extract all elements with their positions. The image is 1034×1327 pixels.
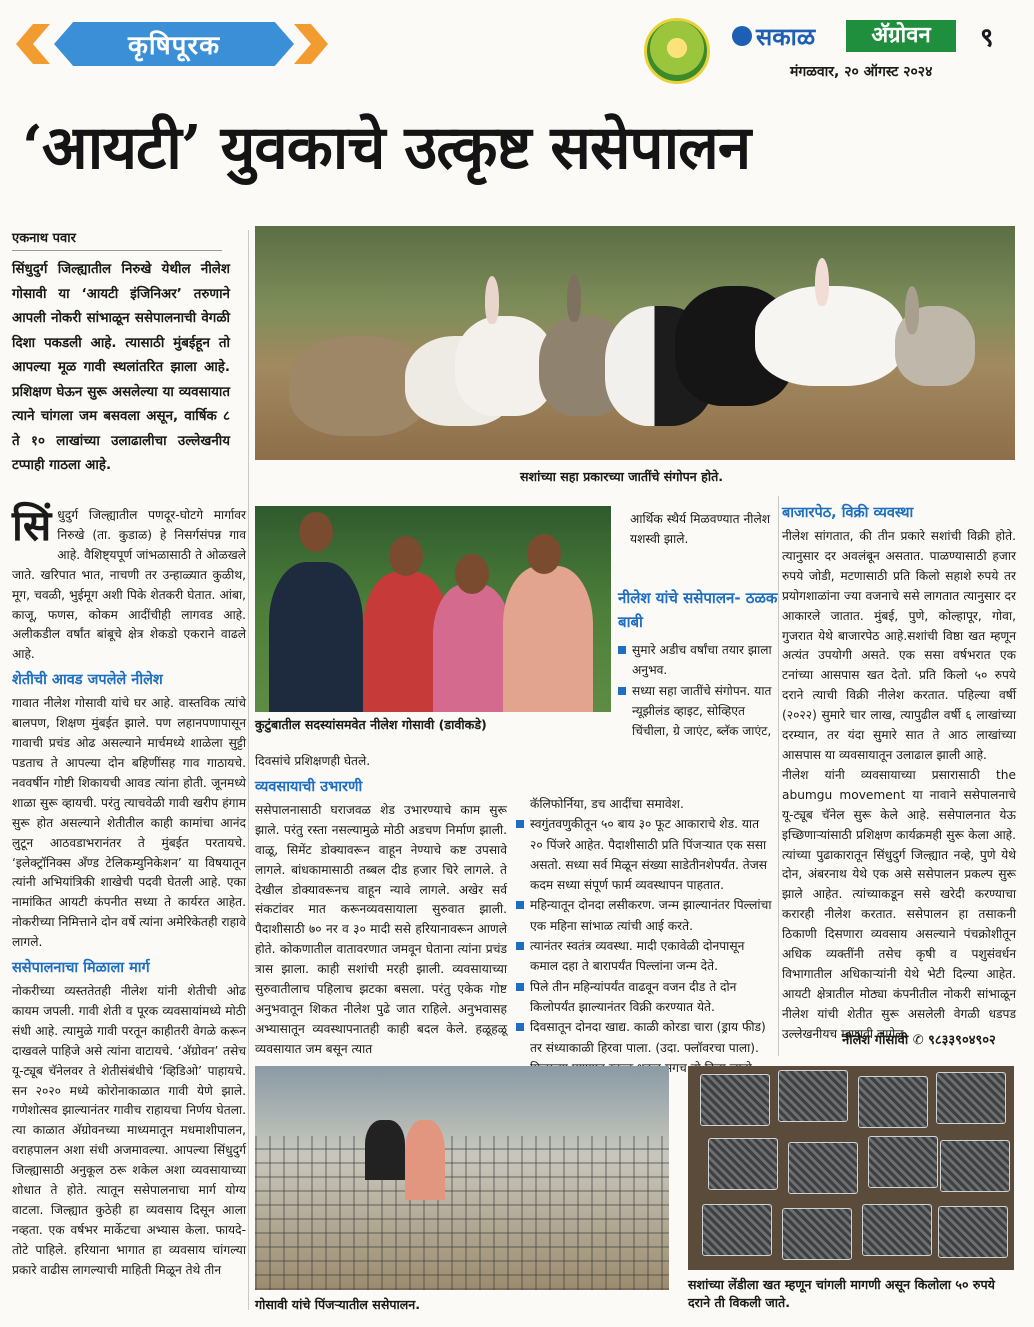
person-head — [389, 536, 423, 576]
person-grandmother — [433, 584, 511, 712]
article-column-2 — [255, 752, 507, 1060]
subheading-farming-interest: शेतीची आवड जपलेले नीलेश — [12, 672, 163, 689]
chevron-right-icon — [294, 24, 328, 64]
intro-paragraph: सिंधुदुर्ग जिल्ह्यातील निरुखे येथील नीलेश गोसावी या ‘आयटी इंजिनिअर’ तरुणाने आपली नोकरी सांभाळून ससेपालनाची वेगळी दिशा पकडली आहे. त्यासाठी मुंबईहून तो आपल्या मूळ गावी स्थलांतरित झाला आहे. प्रशिक्षण घेऊन सुरू असलेल्या या व्यवसायात त्याने चांगला जम बसवला असून, वार्षिक ८ ते १० लाखांच्या उलाढालीचा उल्लेखनीय टप्पाही गाठला आहे. — [12, 262, 230, 473]
family-caption: कुटुंबातील सदस्यांसमवेत नीलेश गोसावी (डावीकडे) — [255, 717, 487, 732]
highlight-continued: कॅलिफोर्निया, डच आदींचा समावेश. — [530, 797, 684, 811]
manure-bag — [936, 1072, 1006, 1124]
rabbit-ear — [815, 258, 829, 306]
sakal-brand — [732, 20, 815, 52]
issue-date: मंगळवार, २० ऑगस्ट २०२४ — [790, 64, 933, 80]
highlight-bullet-2: सध्या सहा जातींचे संगोपन. यात न्यूझीलंड व्हाइट, सोव्हिएत चिंचीला, ग्रे जाएंट, ब्लॅक जाएंट, — [618, 681, 778, 742]
section-banner — [14, 14, 334, 74]
rabbits-photo — [255, 226, 1015, 460]
person-head — [527, 534, 561, 574]
cages-photo — [255, 1066, 669, 1290]
column-divider — [248, 230, 249, 1310]
highlights-title: नीलेश यांचे ससेपालन- ठळक बाबी — [618, 589, 778, 631]
person-worker-1 — [365, 1120, 405, 1180]
highlight-bullet-6: पिले तीन महिन्यांपर्यंत वाढवून वजन दीड ते दोन किलोपर्यंत झाल्यानंतर विक्री करण्यात येते. — [516, 977, 772, 1018]
highlight-bullet-4: महिन्यातून दोनदा लसीकरण. जन्म झाल्यानंतर पिल्लांचा एक महिना सांभाळ त्यांची आई करते. — [516, 895, 772, 936]
highlight-bullet-3: स्वगुंतवणुकीतून ५० बाय ३० फूट आकाराचे शेड. यात २० पिंजरे आहेत. पैदाशीसाठी प्रति पिंजऱ्यात एक ससा असतो. सध्या सर्व मिळून संख्या साडेतीनशेपर्यंत. तेजस कदम सध्या संपूर्ण फार्म व्यवस्थापन पाहतात. — [516, 814, 772, 895]
person-head — [455, 554, 489, 594]
column-1-paragraph-1 — [12, 501, 246, 665]
column-2-paragraph-1: दिवसांचे प्रशिक्षणही घेतले. — [255, 754, 371, 768]
cage-grid — [255, 1136, 669, 1290]
agrowon-brand: अ‍ॅग्रोवन — [846, 20, 956, 52]
subheading-market: बाजारपेठ, विक्री व्यवस्था — [782, 505, 914, 521]
manure-bag — [938, 1206, 1008, 1258]
person-brother — [503, 566, 593, 712]
column-1-text-1: धुदुर्ग जिल्ह्यातील पणदूर-घोटगे मार्गावर निरुखे (ता. कुडाळ) हे निसर्गसंपन्न गाव आहे. वैशिष्ट्यपूर्ण जांभळासाठी ते ओळखले जाते. खरिपात भात, नाचणी तर उन्हाळ्यात कुळीथ, मूग, चवळी, भुईमूग अशी पिके शेतकरी घेतात. आंबा, काजू, फणस, कोकम आदींचीही लागवड आहे. अलीकडील वर्षांत बांबूचे क्षेत्र शेकडो एकराने वाढले आहे. — [12, 508, 246, 662]
rabbit-white-3 — [755, 286, 905, 386]
rabbit-ear — [905, 286, 919, 334]
column-2-paragraph-2: ससेपालनासाठी घराजवळ शेड उभारण्याचे काम सुरू झाले. परंतु रस्ता नसल्यामुळे मोठी अडचण निर्माण झाली. वाळू, सिमेंट डोक्यावरून वाहून नेण्याचे कष्ट उपसावे लागले. बांधकामासाठी तब्बल दीड हजार चिरे लागले. ते देखील डोक्यावरूनच वाहून न्यावे लागले. अखेर सर्व संकटांवर मात करूनव्यवसायाला सुरुवात झाली. पैदाशीसाठी ७० नर व ३० मादी ससे हरियानावरून आणले होते. कोकणातील वातावरणात जमवून घेताना त्यांना प्रचंड त्रास झाला. काही सशांची मरही झाली. व्यवसायाच्या सुरुवातीलाच पहिलाच झटका बसला. परंतु एकेक गोष्ट अनुभवातून शिकत नीलेश पुढे जात राहिले. अनुभवासह अभ्यासातून व्यवस्थापनातही काही बदल केले. हळूहळू व्यवसायात जम बसून त्यात — [255, 802, 507, 1056]
person-nilesh — [269, 562, 363, 712]
contact-line: नीलेश गोसावी ✆ ९८३३९०४९०२ — [842, 1033, 996, 1048]
manure-bag — [782, 1208, 852, 1260]
sakal-drop-icon — [732, 26, 752, 46]
sakal-brand-text: सकाळ — [756, 22, 816, 51]
column-1-paragraph-2: गावात नीलेश गोसावी यांचे घर आहे. वास्तविक त्यांचे बालपण, शिक्षण मुंबईत झाले. पण लहानपणापासून गावाची प्रचंड ओढ असल्याने मार्चमध्ये शाळेला सुट्टी पडताच ते आपल्या दोन बहिणींसह गाव गाठायचे. नववर्षीन गोष्टी शिकायची आवड त्यांना होती. जूनमध्ये शाळा सुरू व्हायची. परंतु त्याचवेळी गावी खरीप हंगाम सुरू होत असल्याने शेतीतील काही कामांचा आनंद लुटून आठवडाभरानंतर ते मुंबईत परतायचे. ‘इलेक्ट्रॉनिक्स अँण्ड टेलिकम्युनिकेशन’ या विषयातून त्यांनी अभियांत्रिकी शाखेची पदवी घेतली आहे. एका नामांकित आयटी कंपनीत सध्या ते कार्यरत आहेत. नोकरीच्या निमित्ताने दोन वर्षे त्यांना अमेरिकेतही राहावे लागले. — [12, 696, 246, 950]
highlight-bullet-5: त्यानंतर स्वतंत्र व्यवस्था. मादी एकावेळी दोनपासून कमाल दहा ते बारापर्यंत पिल्लांना जन्म देते. — [516, 936, 772, 977]
manure-bag — [788, 1142, 858, 1194]
highlight-bullet-1: सुमारे अडीच वर्षांचा तयार झाला अनुभव. — [618, 640, 778, 681]
agrowon-logo-icon — [644, 18, 710, 84]
rabbit-ear — [567, 274, 581, 322]
subheading-setup: व्यवसायाची उभारणी — [255, 778, 363, 795]
masthead — [0, 0, 1034, 100]
article-column-1 — [12, 501, 246, 1281]
page-number: ९ — [980, 23, 994, 53]
highlights-list — [516, 794, 772, 1078]
section-label: कृषिपूरक — [127, 31, 221, 61]
manure-bag — [708, 1138, 778, 1190]
person-worker-2 — [405, 1120, 445, 1200]
manure-bag — [702, 1204, 772, 1256]
highlight-bullet-7: दिवसातून दोनदा खाद्य. काळी कोरडा चारा (ड्राय फीड) तर संध्याकाळी हिरवा पाला. (उदा. फ्लॉवरचा पाला). मगच — [516, 1017, 772, 1078]
column-divider — [778, 496, 779, 1056]
highlights-box — [618, 586, 778, 741]
manure-caption: सशांच्या लेंडीला खत म्हणून चांगली मागणी असून किलोला ५० रुपये दराने ती विकली जाते. — [688, 1277, 995, 1310]
cages-caption: गोसावी यांचे पिंजऱ्यातील ससेपालन. — [255, 1297, 421, 1312]
manure-bags-photo — [688, 1066, 1014, 1270]
manure-bag — [778, 1070, 848, 1122]
manure-bag — [700, 1074, 770, 1126]
manure-bag — [940, 1140, 1010, 1192]
column-1-paragraph-3: नोकरीच्या व्यस्ततेतही नीलेश यांनी शेतीची ओढ कायम जपली. गावी शेती व पूरक व्यवसायांमध्ये मोठी संधी आहे. त्यामुळे गावी परतून काहीतरी वेगळे करून दाखवले पाहिजे असे त्यांना वाटायचे. ‘अ‍ॅग्रोवन’ तसेच यू-ट्यूब चॅनेलवर ते शेतीसंबंधीचे ‘व्हिडिओ’ पाहायचे. सन २०२० मध्ये कोरोनाकाळात गावी येणे झाले. गणेशोत्सव झाल्यानंतर गावीच राहायचा निर्णय घेतला. त्या काळात अ‍ॅग्रोवनच्या माध्यमातून मधमाशीपालन, वराहपालन अशा संधी अजमावल्या. आपल्या सिंधुदुर्ग जिल्ह्यासाठी अनुकूल ठरू शकेल अशा व्यवसायाच्या शोधात ते होते. त्यातून ससेपालनाचा मार्ग योग्य वाटला. जिल्ह्यात कुठेही हा व्यवसाय दिसून आला नव्हता. एक वर्षभर मार्केटचा अभ्यास केला. फायदे-तोटे पाहिले. हरियाना भागात हा व्यवसाय चांगल्या प्रकारे वाढीस लागल्याची माहिती मिळून तेथे तीन — [12, 984, 246, 1277]
rabbits-caption: सशांच्या सहा प्रकारच्या जातींचे संगोपन होते. — [520, 469, 724, 484]
drop-cap: सिं — [12, 501, 52, 550]
chevron-left-icon — [16, 24, 50, 64]
column-3-paragraph-2: नीलेश यांनी व्यवसायाच्या प्रसारासाठी the abumgu movement या नावाने ससेपालनाचे यू-ट्यूब चॅनेल सुरू केले आहे. ससेपालनात येऊ इच्छिणाऱ्यांसाठी प्रशिक्षण कार्यक्रमही सुरू केला आहे. त्यांच्या पुढाकारातून सिंधुदुर्ग जिल्ह्यात नव्हे, पुणे येथे दोन, अंबरनाथ येथे एक असे ससेपालन प्रकल्प सुरू झाले आहेत. त्यांच्याकडून ससे खरेदी करण्याचा करारही नीलेश करतात. ससेपालन हा तसाकनी ठिकाणी दिसणारा व्यवसाय असल्याने पंचक्रोशीतून अधिक व्यक्तींनी तसेच कृषी व पशुसंवर्धन विभागातील अधिकाऱ्यांनी येथे भेटी दिल्या आहेत. आयटी क्षेत्रातील मोठ्या कंपनीतील नोकरी सांभाळून नीलेश यांची शेतीत सुरू असलेली वेगळी धडपड उल्लेखनीयच म्हणावी लागेल. — [782, 767, 1016, 1041]
box-lead: आर्थिक स्थैर्य मिळवण्यात नीलेश यशस्वी झाले. — [630, 512, 770, 546]
rabbit-ear — [485, 276, 499, 324]
family-photo — [255, 506, 611, 712]
article-column-3 — [782, 498, 1016, 1045]
byline: एकनाथ पवार — [12, 228, 222, 251]
person-head — [299, 512, 333, 552]
subheading-rabbit-path: ससेपालनाचा मिळाला मार्ग — [12, 960, 150, 977]
manure-bag — [868, 1136, 938, 1188]
headline: ‘आयटी’ युवकाचे उत्कृष्ट ससेपालन — [22, 113, 751, 183]
manure-bag — [862, 1204, 932, 1256]
manure-bag — [858, 1076, 928, 1128]
column-3-paragraph-1: नीलेश सांगतात, की तीन प्रकारे सशांची विक्री होते. त्यानुसार दर अवलंबून असतात. पाळण्यासाठी हजार रुपये जोडी, मटणासाठी प्रति किलो सहाशे रुपये तर प्रयोगशाळांना ज्या वजनाचे ससे लागतात त्यानुसार दर आकारले जातात. मुंबई, पुणे, कोल्हापूर, गोवा, गुजरात येथे बाजारपेठ आहे.सशांची विष्ठा खत म्हणून अत्यंत उपयोगी असते. एक ससा वर्षभरात एक टनांच्या आसपास खत देतो. प्रति किलो ५० रुपये दराने त्याची विक्री नीलेश करतात. पहिल्या वर्षी (२०२२) सुमारे चार लाख, त्यापुढील वर्षी ६ लाखांच्या दरम्यान, तर यंदा सुमारे सात ते आठ लाखांच्या आसपास या व्यवसायातून उलाढाल झाली आहे. — [782, 529, 1016, 762]
